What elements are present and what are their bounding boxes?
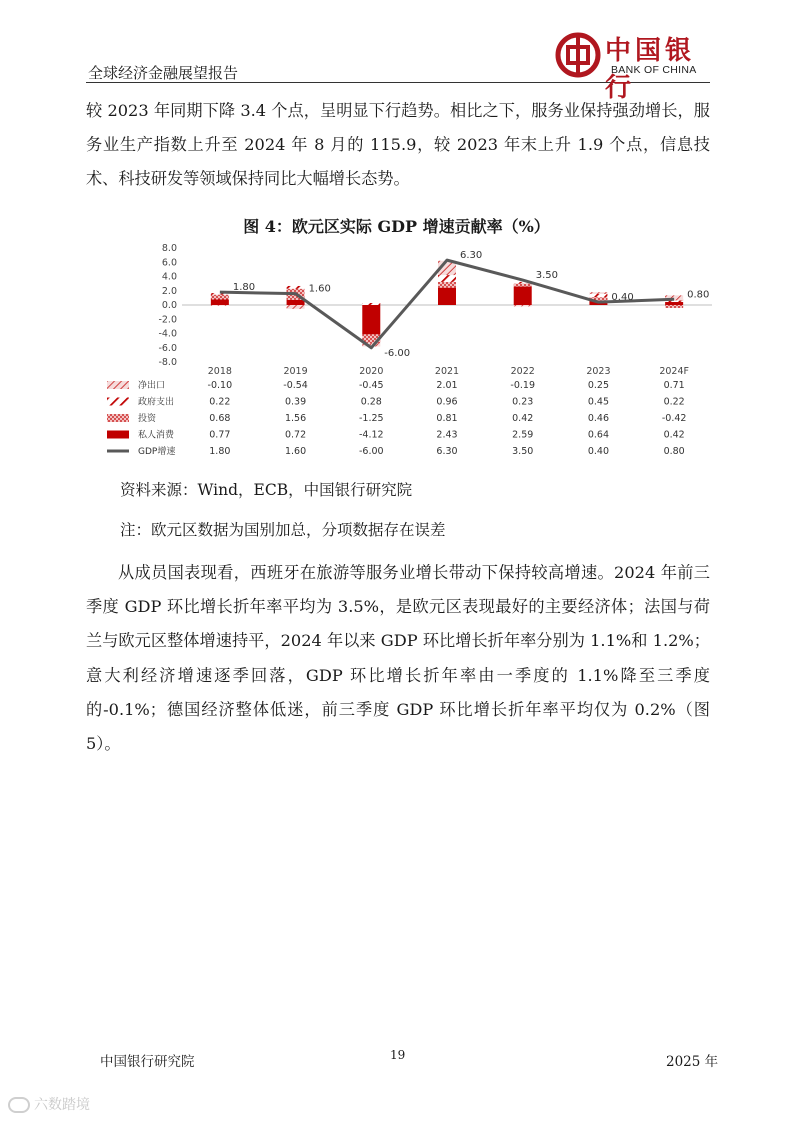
- table-cell-value: -0.45: [358, 380, 384, 391]
- footer-organization: 中国银行研究院: [100, 1054, 195, 1070]
- bar-segment: [211, 305, 229, 306]
- table-cell-value: -0.19: [510, 380, 536, 391]
- table-cell-value: 0.23: [512, 396, 534, 408]
- bar-segment: [438, 288, 456, 305]
- bar-segment: [514, 284, 532, 287]
- y-tick-label: -8.0: [158, 357, 177, 368]
- table-cell-value: 0.77: [209, 429, 231, 441]
- x-category-label: 2019: [283, 366, 308, 377]
- table-cell-value: 3.50: [512, 446, 534, 457]
- table-cell-value: 0.28: [360, 396, 382, 408]
- table-cell-value: -4.12: [358, 429, 384, 441]
- bar-segment: [665, 305, 683, 308]
- table-cell-value: -0.54: [283, 380, 308, 391]
- body-paragraph-2: 从成员国表现看，西班牙在旅游等服务业增长带动下保持较高增速。2024 年前三季度 GDP 环比增长折年率平均为 3.5%，是欧元区表现最好的主要经济体；法国与荷兰与欧元区整体增速持平，2024 年以来 GDP 环比增长折年率分别为 1.1%和 1.2%；意大利经济增速逐季回落，GDP 环比增长折年率由一季度的 1.1%降至三季度的-0.1%；德国经济整体低迷，前三季度 GDP 环比增长折年率平均仅为 0.2%（图 5）。: [86, 563, 710, 754]
- legend-swatch: [107, 381, 129, 389]
- logo-chinese-text: 中国银行: [605, 36, 696, 103]
- table-cell-value: 0.81: [436, 413, 458, 424]
- y-tick-label: 4.0: [161, 271, 177, 283]
- table-cell-value: 0.46: [587, 413, 610, 424]
- table-cell-value: 0.22: [663, 396, 685, 408]
- legend-series-name: 投资: [138, 414, 157, 424]
- table-cell-value: 2.43: [436, 429, 458, 441]
- gdp-data-label: 3.50: [535, 270, 558, 282]
- table-cell-value: 0.72: [284, 429, 307, 441]
- legend-swatch: [107, 398, 129, 406]
- bar-segment: [287, 305, 305, 309]
- chart-note: 注：欧元区数据为国别加总，分项数据存在误差: [120, 521, 446, 539]
- logo-english-text: BANK OF CHINA: [611, 64, 697, 76]
- gdp-data-label: 0.80: [687, 289, 710, 301]
- bar-segment: [287, 300, 305, 305]
- bar-segment: [514, 287, 532, 305]
- gdp-data-label: -6.00: [384, 347, 411, 359]
- table-cell-value: 1.80: [209, 446, 231, 457]
- table-cell-value: -1.25: [358, 413, 384, 424]
- legend-series-name: 政府支出: [138, 397, 175, 408]
- x-category-label: 2024F: [659, 366, 689, 377]
- bar-segment: [362, 305, 380, 334]
- table-cell-value: 0.64: [587, 429, 610, 441]
- bar-segment: [211, 300, 229, 305]
- table-cell-value: 0.45: [587, 396, 610, 408]
- x-category-label: 2022: [510, 366, 535, 377]
- table-cell-value: 0.68: [209, 413, 231, 424]
- table-cell-value: -0.42: [661, 413, 687, 424]
- table-cell-value: -0.10: [207, 380, 233, 391]
- chart-title: 图 4：欧元区实际 GDP 增速贡献率（%）: [243, 217, 550, 236]
- y-tick-label: -2.0: [158, 314, 177, 326]
- legend-series-name: GDP增速: [138, 447, 176, 457]
- y-tick-label: 6.0: [161, 257, 177, 269]
- table-cell-value: 1.60: [284, 446, 307, 457]
- table-cell-value: 0.40: [587, 446, 610, 457]
- gdp-data-label: 6.30: [460, 250, 483, 262]
- header-title: 全球经济金融展望报告: [88, 64, 239, 82]
- bar-segment: [589, 292, 607, 294]
- table-cell-value: 2.01: [436, 380, 458, 391]
- table-cell-value: 2.59: [512, 429, 534, 441]
- legend-series-name: 净出口: [138, 381, 166, 391]
- watermark-text: 六数踏境: [34, 1097, 90, 1113]
- table-cell-value: 0.39: [284, 396, 307, 408]
- gdp-contribution-chart: [0, 0, 793, 470]
- gdp-data-label: 0.40: [611, 292, 634, 304]
- table-cell-value: 0.71: [663, 380, 685, 391]
- footer-year: 2025 年: [666, 1054, 719, 1070]
- bar-segment: [287, 286, 305, 289]
- table-cell-value: 6.30: [436, 446, 458, 457]
- table-cell-value: 0.80: [663, 446, 685, 457]
- bar-segment: [211, 295, 229, 300]
- x-category-label: 2023: [586, 366, 611, 377]
- x-category-label: 2018: [207, 366, 232, 377]
- footer-page-number: 19: [390, 1048, 406, 1062]
- table-cell-value: 0.22: [209, 396, 231, 408]
- bar-segment: [438, 275, 456, 282]
- gdp-data-label: 1.80: [232, 282, 256, 294]
- body-paragraph-1: 较 2023 年同期下降 3.4 个点，呈明显下行趋势。相比之下，服务业保持强劲增长，服务业生产指数上升至 2024 年 8 月的 115.9，较 2023 年末上升 1.9 个点，信息技术、科技研发等领域保持同比大幅增长态势。: [86, 101, 710, 189]
- legend-swatch: [107, 431, 129, 439]
- y-tick-label: 2.0: [161, 285, 177, 297]
- legend-swatch: [107, 414, 129, 422]
- x-category-label: 2021: [434, 366, 460, 377]
- table-cell-value: 0.42: [663, 429, 685, 441]
- table-cell-value: 0.42: [512, 413, 534, 424]
- chart-source: 资料来源：Wind，ECB，中国银行研究院: [120, 481, 413, 499]
- gdp-data-label: 1.60: [308, 283, 331, 295]
- watermark-logo-icon: [8, 1097, 30, 1113]
- bar-segment: [362, 303, 380, 305]
- bar-segment: [514, 305, 532, 306]
- bar-segment: [589, 294, 607, 297]
- y-tick-label: 8.0: [161, 243, 177, 254]
- table-cell-value: 0.96: [436, 396, 458, 408]
- watermark: [8, 1094, 90, 1114]
- table-cell-value: -6.00: [358, 446, 384, 457]
- legend-series-name: 私人消费: [138, 430, 175, 441]
- table-cell-value: 1.56: [284, 413, 307, 424]
- x-category-label: 2020: [359, 366, 384, 377]
- table-cell-value: 0.25: [587, 380, 610, 391]
- y-tick-label: -6.0: [158, 342, 177, 354]
- y-tick-label: 0.0: [161, 300, 177, 311]
- bar-segment: [438, 282, 456, 288]
- bar-segment: [665, 302, 683, 305]
- y-tick-label: -4.0: [158, 328, 177, 340]
